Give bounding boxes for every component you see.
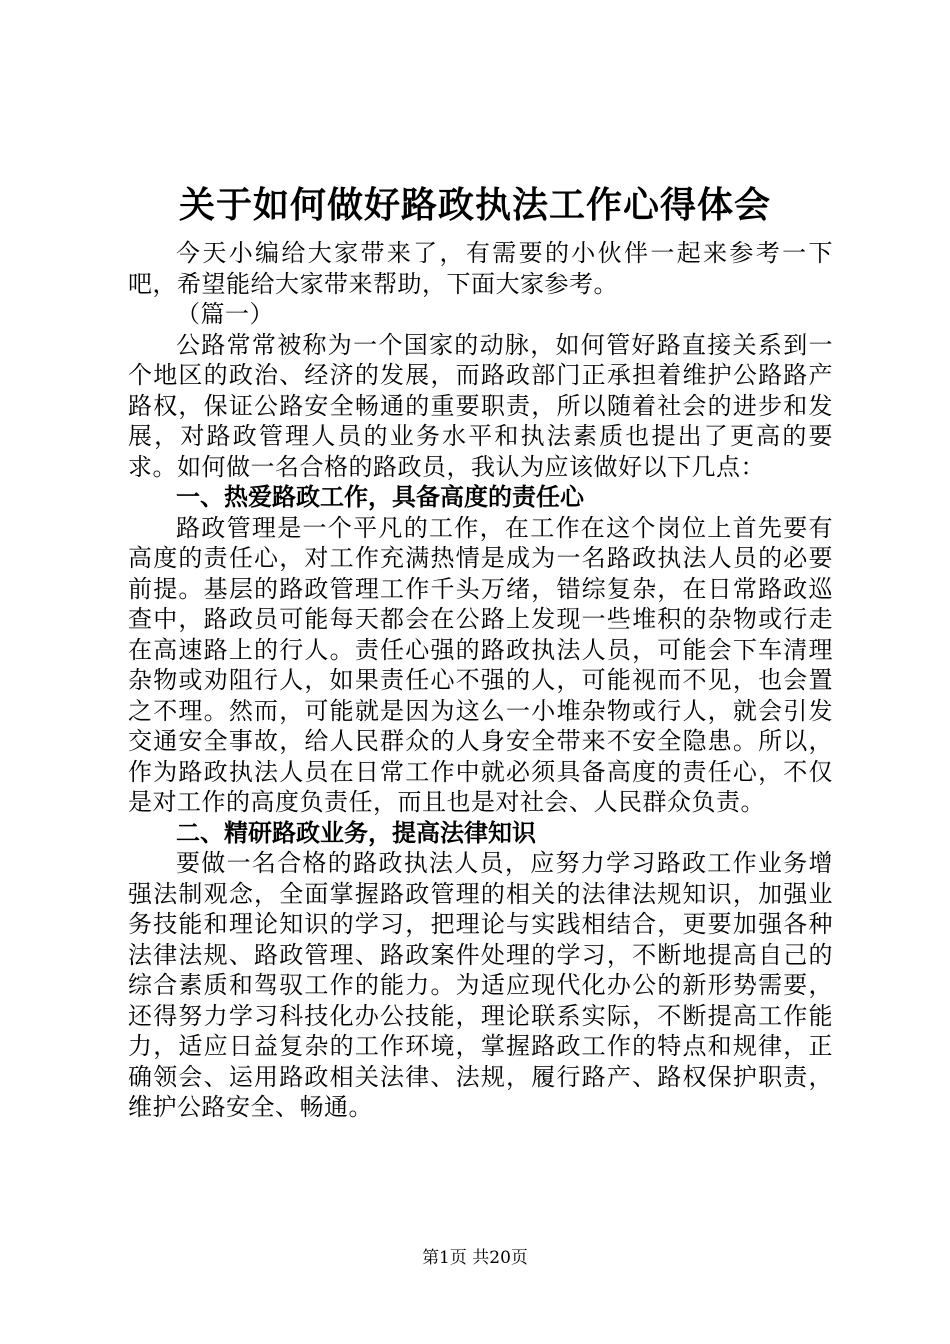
part-label: （篇一） xyxy=(176,300,274,328)
intro-paragraph: 今天小编给大家带来了，有需要的小伙伴一起来参考一下吧，希望能给大家带来帮助，下面大家参考。 xyxy=(128,239,833,298)
paragraph-3: 要做一名合格的路政执法人员，应努力学习路政工作业务增强法制观念，全面掌握路政管理的相关的法律法规知识，加强业务技能和理论知识的学习，把理论与实践相结合，更要加强各种法律法规、路政管理、路政案件处理的学习，不断地提高自己的综合素质和驾驭工作的能力。为适应现代化办公的新形势需要，还得努力学习科技化办公技能，理论联系实际，不断提高工作能力，适应日益复杂的工作环境，掌握路政工作的特点和规律，正确领会、运用路政相关法律、法规，履行路产、路权保护职责，维护公路安全、畅通。 xyxy=(128,849,833,1121)
document-title: 关于如何做好路政执法工作心得体会 xyxy=(178,185,771,226)
page-footer: 第1页 共20页 xyxy=(422,1248,528,1268)
paragraph-1: 公路常常被称为一个国家的动脉，如何管好路直接关系到一个地区的政治、经济的发展，而路政部门正承担着维护公路路产路权，保证公路安全畅通的重要职责，所以随着社会的进步和发展，对路政管理人员的业务水平和执法素质也提出了更高的要求。如何做一名合格的路政员，我认为应该做好以下几点： xyxy=(128,330,833,481)
section-heading-1: 一、热爱路政工作，具备高度的责任心 xyxy=(176,483,584,511)
document-body xyxy=(128,238,833,1123)
section-heading-2: 二、精研路政业务，提高法律知识 xyxy=(176,818,536,847)
paragraph-2: 路政管理是一个平凡的工作，在工作在这个岗位上首先要有高度的责任心，对工作充满热情是成为一名路政执法人员的必要前提。基层的路政管理工作千头万绪，错综复杂，在日常路政巡查中，路政员可能每天都会在公路上发现一些堆积的杂物或行走在高速路上的行人。责任心强的路政执法人员，可能会下车清理杂物或劝阻行人，如果责任心不强的人，可能视而不见，也会置之不理。然而，可能就是因为这么一小堆杂物或行人，就会引发交通安全事故，给人民群众的人身安全带来不安全隐患。所以，作为路政执法人员在日常工作中就必须具备高度的责任心，不仅是对工作的高度负责任，而且也是对社会、人民群众负责。 xyxy=(128,513,833,816)
